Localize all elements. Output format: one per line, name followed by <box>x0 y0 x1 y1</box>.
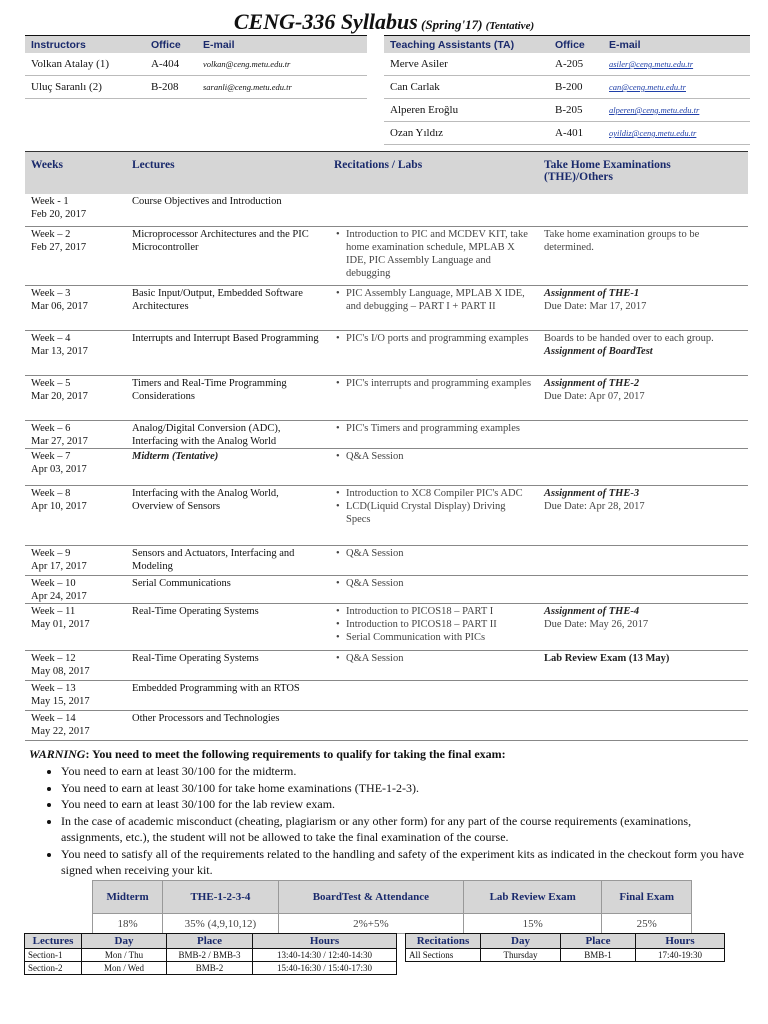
schedule-row <box>25 420 748 448</box>
recitation-times-table <box>405 933 725 962</box>
office-number: B-205 <box>549 99 603 122</box>
recitation-cell <box>328 545 538 575</box>
recitation-cell <box>328 226 538 285</box>
week-number: Week – 6 <box>31 422 71 434</box>
recitation_times-header: Place <box>561 934 636 949</box>
week-cell <box>25 545 126 575</box>
recitation-item: • PIC's Timers and programming examples <box>334 422 532 435</box>
week-cell <box>25 420 126 448</box>
recitation_times-header: Recitations <box>406 934 481 949</box>
schedule-row <box>25 330 748 375</box>
lecture_times-cell: 13:40-14:30 / 12:40-14:30 <box>253 949 397 962</box>
instructors-row <box>25 76 367 99</box>
week-cell <box>25 448 126 485</box>
recitation-item: • Introduction to PICOS18 – PART II <box>334 618 532 631</box>
person-name: Volkan Atalay (1) <box>25 53 145 76</box>
assistants-row <box>384 99 750 122</box>
email-address: saranli@ceng.metu.edu.tr <box>197 76 367 99</box>
email-address[interactable]: asiler@ceng.metu.edu.tr <box>603 53 750 76</box>
instructors-row <box>25 53 367 76</box>
grading-table <box>92 880 692 934</box>
requirements-list <box>29 763 749 879</box>
grade-component: Final Exam <box>602 881 692 914</box>
recitation-list <box>334 228 532 280</box>
recitation_times-header: Hours <box>636 934 725 949</box>
recitation-cell <box>328 194 538 226</box>
lecture_times-cell: BMB-2 <box>167 962 253 975</box>
lecture_times-cell: Mon / Wed <box>82 962 167 975</box>
requirement-item: • You need to earn at least 30/100 for the lab review exam. <box>61 796 749 813</box>
schedule-row <box>25 194 748 226</box>
week-cell <box>25 226 126 285</box>
schedule-row <box>25 603 748 650</box>
lecture-topic: Basic Input/Output, Embedded Software Architectures <box>126 285 328 330</box>
recitation-item: • LCD(Liquid Crystal Display) Driving Specs <box>334 500 532 526</box>
assistants-header: Teaching Assistants (TA) <box>384 36 549 54</box>
week-date: Mar 06, 2017 <box>31 300 88 312</box>
schedule-row <box>25 485 748 545</box>
email-address[interactable]: oyildiz@ceng.metu.edu.tr <box>603 122 750 145</box>
assistants-row <box>384 76 750 99</box>
requirement-item: • You need to earn at least 30/100 for take home examinations (THE-1-2-3). <box>61 780 749 797</box>
the-note: Assignment of THE-4 <box>544 605 640 617</box>
instructors-header: E-mail <box>197 36 367 54</box>
recitation-item: • Q&A Session <box>334 577 532 590</box>
week-cell <box>25 375 126 420</box>
office-number: A-404 <box>145 53 197 76</box>
col-lectures: Lectures <box>126 152 328 195</box>
the-cell <box>538 375 748 420</box>
recitation-item: • PIC's interrupts and programming examples <box>334 377 532 390</box>
the-note: Assignment of BoardTest <box>544 345 653 357</box>
lecture_times-cell: Section-2 <box>25 962 82 975</box>
recitation-item: • Q&A Session <box>334 652 532 665</box>
week-number: Week – 8 <box>31 487 71 499</box>
week-date: May 01, 2017 <box>31 618 90 630</box>
document-title <box>0 9 768 35</box>
person-name: Merve Asiler <box>384 53 549 76</box>
the-cell <box>538 603 748 650</box>
the-cell <box>538 710 748 740</box>
recitation-cell <box>328 330 538 375</box>
weekly-schedule-table <box>25 151 748 741</box>
week-date: Apr 17, 2017 <box>31 560 87 572</box>
week-date: Apr 03, 2017 <box>31 463 87 475</box>
lecture_times-row <box>25 949 397 962</box>
the-cell <box>538 448 748 485</box>
schedule-row <box>25 285 748 330</box>
the-cell <box>538 226 748 285</box>
week-number: Week - 1 <box>31 196 69 207</box>
assistants-header: E-mail <box>603 36 750 54</box>
lecture_times-header: Place <box>167 934 253 949</box>
recitation-list <box>334 287 532 313</box>
recitation_times-cell: All Sections <box>406 949 481 962</box>
schedule-row <box>25 680 748 710</box>
the-note: Assignment of THE-3 <box>544 487 640 499</box>
grade-component: Lab Review Exam <box>463 881 601 914</box>
recitation_times-cell: BMB-1 <box>561 949 636 962</box>
recitation-item: • Introduction to PICOS18 – PART I <box>334 605 532 618</box>
recitation-cell <box>328 285 538 330</box>
the-note: Assignment of THE-1 <box>544 287 640 299</box>
the-cell <box>538 285 748 330</box>
week-cell <box>25 680 126 710</box>
week-date: Mar 20, 2017 <box>31 390 88 402</box>
lecture_times-cell: Section-1 <box>25 949 82 962</box>
schedule-row <box>25 545 748 575</box>
recitation-item: • Q&A Session <box>334 547 532 560</box>
email-address: volkan@ceng.metu.edu.tr <box>197 53 367 76</box>
person-name: Ozan Yıldız <box>384 122 549 145</box>
email-address[interactable]: alperen@ceng.metu.edu.tr <box>603 99 750 122</box>
lecture_times-cell: BMB-2 / BMB-3 <box>167 949 253 962</box>
warning-label: WARNING <box>29 747 86 761</box>
recitation-list <box>334 577 532 590</box>
lecture-topic: Other Processors and Technologies <box>126 710 328 740</box>
week-date: Mar 13, 2017 <box>31 345 88 357</box>
person-name: Can Carlak <box>384 76 549 99</box>
week-cell <box>25 650 126 680</box>
assistants-row <box>384 53 750 76</box>
lecture_times-row <box>25 962 397 975</box>
recitation-list <box>334 547 532 560</box>
lecture_times-header: Hours <box>253 934 397 949</box>
term-label: (Spring'17) <box>421 17 483 32</box>
the-note: Boards to be handed over to each group. <box>544 332 714 344</box>
schedule-row <box>25 226 748 285</box>
grade-weight: 2%+5% <box>278 914 463 934</box>
recitation-cell <box>328 448 538 485</box>
the-note: Due Date: Apr 07, 2017 <box>544 390 645 402</box>
recitation-cell <box>328 575 538 603</box>
grade-weight: 18% <box>93 914 163 934</box>
recitation-list <box>334 422 532 435</box>
week-cell <box>25 194 126 226</box>
lecture-topic: Embedded Programming with an RTOS <box>126 680 328 710</box>
assistants-header: Office <box>549 36 603 54</box>
assistants-row <box>384 122 750 145</box>
recitation-cell <box>328 375 538 420</box>
the-cell <box>538 420 748 448</box>
week-date: Apr 24, 2017 <box>31 590 87 602</box>
recitation-item: • Serial Communication with PICs <box>334 631 532 644</box>
lecture_times-cell: Mon / Thu <box>82 949 167 962</box>
week-number: Week – 12 <box>31 652 76 664</box>
week-date: May 08, 2017 <box>31 665 90 677</box>
week-number: Week – 5 <box>31 377 71 389</box>
recitation-list <box>334 450 532 463</box>
tentative-label: (Tentative) <box>485 20 535 32</box>
the-cell <box>538 545 748 575</box>
the-note: Due Date: Mar 17, 2017 <box>544 300 647 312</box>
week-date: May 22, 2017 <box>31 725 90 737</box>
recitation-cell <box>328 680 538 710</box>
week-cell <box>25 285 126 330</box>
the-cell <box>538 680 748 710</box>
lecture-topic: Midterm (Tentative) <box>126 448 328 485</box>
week-number: Week – 11 <box>31 605 76 617</box>
week-number: Week – 13 <box>31 682 76 694</box>
recitation-cell <box>328 420 538 448</box>
warning-section <box>29 747 749 879</box>
week-cell <box>25 485 126 545</box>
lecture-topic: Real-Time Operating Systems <box>126 603 328 650</box>
recitation-list <box>334 377 532 390</box>
week-number: Week – 2 <box>31 228 71 240</box>
recitation-item: • Introduction to XC8 Compiler PIC's ADC <box>334 487 532 500</box>
lecture-topic: Course Objectives and Introduction <box>126 194 328 226</box>
instructors-header: Office <box>145 36 197 54</box>
the-cell <box>538 650 748 680</box>
week-number: Week – 7 <box>31 450 71 462</box>
schedule-row <box>25 650 748 680</box>
the-cell <box>538 330 748 375</box>
office-number: B-200 <box>549 76 603 99</box>
week-cell <box>25 710 126 740</box>
recitation-cell <box>328 710 538 740</box>
the-note: Due Date: May 26, 2017 <box>544 618 649 630</box>
week-number: Week – 4 <box>31 332 71 344</box>
col-recitations: Recitations / Labs <box>328 152 538 195</box>
assistants-table <box>384 35 750 145</box>
office-number: A-205 <box>549 53 603 76</box>
col-the: Take Home Examinations (THE)/Others <box>538 152 748 195</box>
the-cell <box>538 575 748 603</box>
lecture-times-table <box>24 933 397 975</box>
lecture-topic: Sensors and Actuators, Interfacing and Modeling <box>126 545 328 575</box>
lecture_times-header: Lectures <box>25 934 82 949</box>
recitation-cell <box>328 485 538 545</box>
warning-text: : You need to meet the following requirements to qualify for taking the final exam: <box>85 747 506 761</box>
lecture-topic: Microprocessor Architectures and the PIC Microcontroller <box>126 226 328 285</box>
week-date: May 15, 2017 <box>31 695 90 707</box>
week-date: Mar 27, 2017 <box>31 435 88 447</box>
recitation-list <box>334 487 532 526</box>
lecture-topic: Interrupts and Interrupt Based Programming <box>126 330 328 375</box>
schedule-row <box>25 710 748 740</box>
instructors-header: Instructors <box>25 36 145 54</box>
recitation-item: • Introduction to PIC and MCDEV KIT, take home examination schedule, MPLAB X IDE, PIC Assembly Language and debugging <box>334 228 532 280</box>
lecture-topic: Timers and Real-Time Programming Considerations <box>126 375 328 420</box>
recitation_times-cell: Thursday <box>481 949 561 962</box>
the-note: Lab Review Exam (13 May) <box>544 652 670 664</box>
the-cell <box>538 194 748 226</box>
recitation-list <box>334 332 532 345</box>
the-cell <box>538 485 748 545</box>
week-number: Week – 9 <box>31 547 71 559</box>
recitation-item: • PIC's I/O ports and programming examples <box>334 332 532 345</box>
col-weeks: Weeks <box>25 152 126 195</box>
the-note: Take home examination groups to be determined. <box>544 228 700 253</box>
email-address[interactable]: can@ceng.metu.edu.tr <box>603 76 750 99</box>
instructors-table <box>25 35 367 99</box>
the-note: Assignment of THE-2 <box>544 377 640 389</box>
grade-component: Midterm <box>93 881 163 914</box>
recitation_times-cell: 17:40-19:30 <box>636 949 725 962</box>
recitation-list <box>334 605 532 644</box>
schedule-row <box>25 575 748 603</box>
schedule-row <box>25 448 748 485</box>
requirement-item: • You need to earn at least 30/100 for the midterm. <box>61 763 749 780</box>
schedule-row <box>25 375 748 420</box>
office-number: B-208 <box>145 76 197 99</box>
lecture-topic: Analog/Digital Conversion (ADC), Interfacing with the Analog World <box>126 420 328 448</box>
the-note: Due Date: Apr 28, 2017 <box>544 500 645 512</box>
recitation_times-row <box>406 949 725 962</box>
grade-weight: 15% <box>463 914 601 934</box>
week-date: Feb 20, 2017 <box>31 209 87 220</box>
lecture_times-cell: 15:40-16:30 / 15:40-17:30 <box>253 962 397 975</box>
person-name: Alperen Eroğlu <box>384 99 549 122</box>
recitation_times-header: Day <box>481 934 561 949</box>
recitation-list <box>334 652 532 665</box>
week-cell <box>25 575 126 603</box>
lecture-topic: Serial Communications <box>126 575 328 603</box>
office-number: A-401 <box>549 122 603 145</box>
grade-weight: 35% (4,9,10,12) <box>163 914 279 934</box>
week-cell <box>25 330 126 375</box>
course-title: CENG-336 Syllabus <box>233 9 418 34</box>
lecture_times-header: Day <box>82 934 167 949</box>
grade-component: BoardTest & Attendance <box>278 881 463 914</box>
requirement-item: • In the case of academic misconduct (cheating, plagiarism or any other form) for any part of the course requirements (examinations, assignments, etc.), the student will not be allowed to take the final examination of the course. <box>61 813 749 846</box>
lecture-topic: Real-Time Operating Systems <box>126 650 328 680</box>
person-name: Uluç Saranlı (2) <box>25 76 145 99</box>
week-number: Week – 10 <box>31 577 76 589</box>
week-number: Week – 14 <box>31 712 76 724</box>
week-date: Apr 10, 2017 <box>31 500 87 512</box>
week-number: Week – 3 <box>31 287 71 299</box>
lecture-topic: Interfacing with the Analog World, Overview of Sensors <box>126 485 328 545</box>
recitation-item: • PIC Assembly Language, MPLAB X IDE, and debugging – PART I + PART II <box>334 287 532 313</box>
grade-weight: 25% <box>602 914 692 934</box>
grade-component: THE-1-2-3-4 <box>163 881 279 914</box>
week-cell <box>25 603 126 650</box>
requirement-item: • You need to satisfy all of the requirements related to the handling and safety of the experiment kits as indicated in the checkout form you have signed when receiving your kit. <box>61 846 749 879</box>
week-date: Feb 27, 2017 <box>31 241 87 253</box>
recitation-cell <box>328 603 538 650</box>
recitation-item: • Q&A Session <box>334 450 532 463</box>
recitation-cell <box>328 650 538 680</box>
